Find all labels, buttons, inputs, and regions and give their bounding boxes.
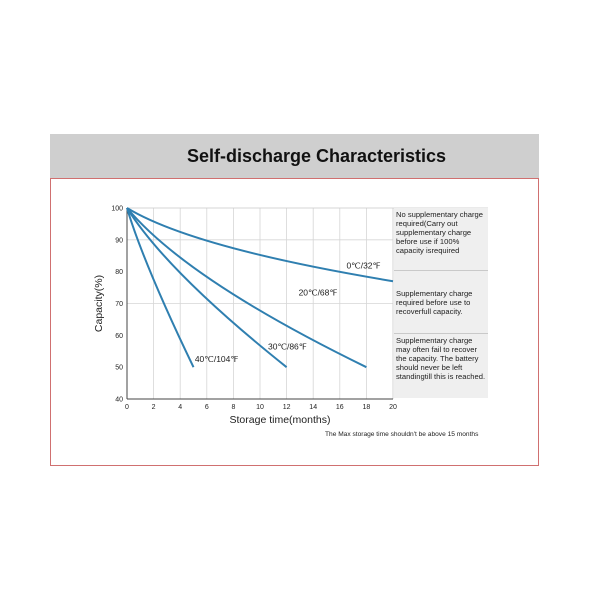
chart-footnote: The Max storage time shouldn't be above 15 months — [325, 431, 479, 438]
y-tick-label: 80 — [115, 269, 123, 277]
x-tick-label: 6 — [204, 404, 209, 411]
y-tick-label: 40 — [115, 396, 123, 404]
x-tick-label: 14 — [309, 404, 318, 411]
series-label: 40℃/104℉ — [194, 353, 239, 364]
x-tick-label: 10 — [256, 404, 264, 411]
x-tick-label: 2 — [151, 404, 156, 411]
x-tick-label: 12 — [282, 404, 291, 411]
y-tick-label: 50 — [115, 364, 123, 372]
x-tick-label: 4 — [178, 404, 183, 411]
x-tick-label: 0 — [125, 404, 129, 411]
chart-title: Self-discharge Characteristics — [186, 146, 447, 166]
x-axis-label: Storage time(months) — [229, 414, 331, 426]
x-tick-label: 8 — [231, 404, 236, 411]
x-tick-label: 16 — [335, 404, 344, 411]
series-label: 30℃/86℉ — [267, 341, 307, 352]
series-label: 20℃/68℉ — [298, 287, 338, 298]
y-tick-label: 60 — [115, 332, 123, 340]
zone-note-2: Supplementary charge required before use to recoverfull capacity. — [394, 271, 488, 333]
series-label: 0℃/32℉ — [346, 260, 381, 271]
zone-note-1: No supplementary charge required(Carry out supplementary charge before use if 100% capacity isrequired — [394, 208, 488, 270]
x-tick-label: 18 — [362, 404, 371, 411]
y-axis-label: Capacity(%) — [93, 274, 105, 333]
y-tick-label: 100 — [111, 205, 123, 213]
zone-note-3: Supplementary charge may often fail to recover the capacity. The battery should never be left standingtill this is reached. — [394, 334, 488, 398]
y-tick-label: 90 — [115, 237, 123, 245]
series-line — [127, 208, 194, 367]
y-tick-label: 70 — [115, 301, 123, 308]
x-tick-label: 20 — [389, 404, 397, 411]
